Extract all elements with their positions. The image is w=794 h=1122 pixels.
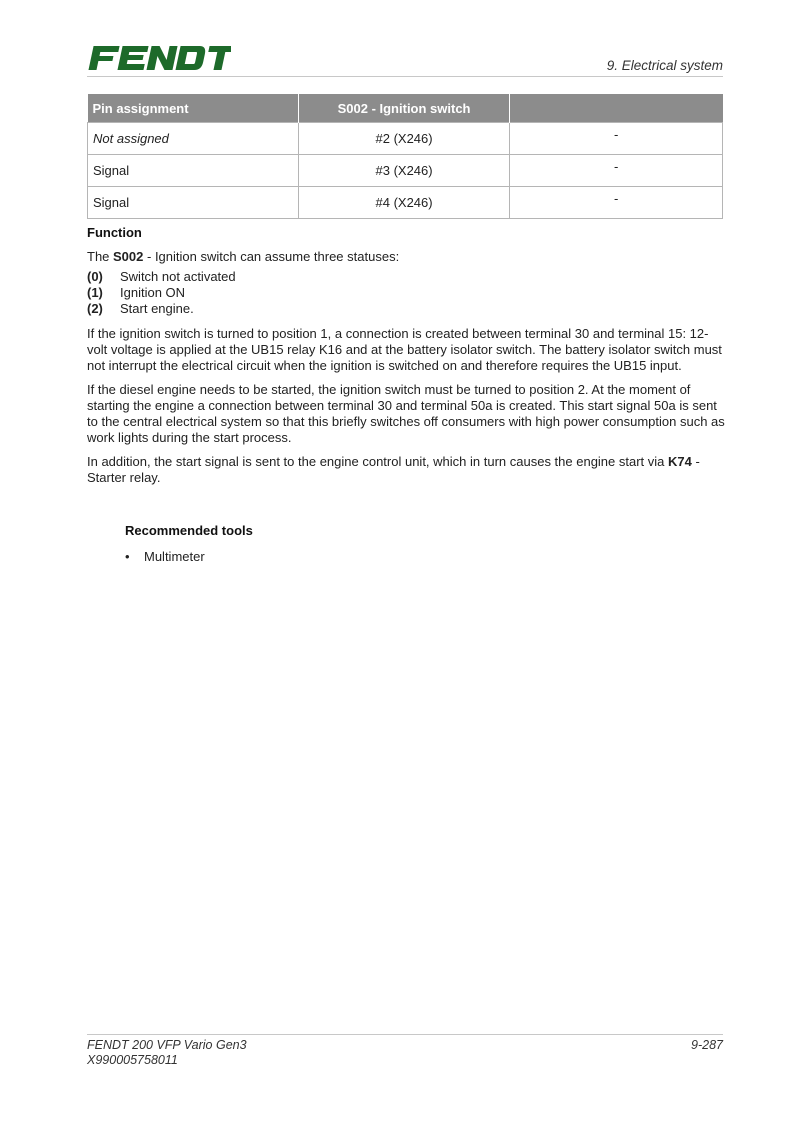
function-heading: Function [87,225,142,240]
column-header-ignition-switch: S002 - Ignition switch [298,94,510,123]
pin-assignment-table [87,94,723,219]
status-number: (0) [87,269,103,284]
status-list [87,269,725,317]
column-header-blank [510,94,723,123]
table-cell: #4 (X246) [298,187,510,219]
intro-component-code: S002 [113,249,144,264]
list-item [87,301,725,317]
paragraph-start-signal [87,454,725,486]
table-header-row [88,94,723,123]
tools-list [125,549,725,565]
footer-divider [87,1034,723,1035]
status-text: Switch not activated [120,269,236,284]
table-cell: Signal [88,187,299,219]
function-section [87,225,725,565]
paragraph-position-1: If the ignition switch is turned to position 1, a connection is created between terminal 30 and terminal 15: 12-volt voltage is applied at the UB15 relay K16 and at the battery isolator switch. The battery isolator switch must not interrupt the electrical circuit when the ignition is switched on and therefore requires the UB15 input. [87,326,722,373]
footer-info [87,1038,247,1068]
paragraph-position-2: If the diesel engine needs to be started, the ignition switch must be turned to position 2. At the moment of starting the engine a connection between terminal 30 and terminal 50a is created. This start signal 50a is sent to the central electrical system so that this briefly switches off consumers with high power consumption such as work lights during the start process. [87,382,725,445]
function-intro [87,249,725,265]
para3-suffix: - Starter relay. [87,454,700,485]
footer-model: FENDT 200 VFP Vario Gen3 [87,1038,247,1052]
list-item [87,285,725,301]
table-cell: #2 (X246) [298,123,510,155]
tool-name: Multimeter [144,549,205,564]
table-row [88,123,723,155]
table-cell: - [510,187,723,219]
intro-prefix: The [87,249,114,264]
para3-component-code: K74 [668,454,692,469]
table-row [88,155,723,187]
list-item [87,269,725,285]
footer-doc-number: X990005758011 [87,1053,178,1067]
para3-prefix: In addition, the start signal is sent to the engine control unit, which in turn causes the engine start via [87,454,669,469]
table-cell: Not assigned [88,123,299,155]
table-cell: Signal [88,155,299,187]
header-divider [87,76,723,77]
table-cell: - [510,123,723,155]
status-text: Ignition ON [120,285,186,300]
list-item [125,549,725,565]
bullet-icon: • [125,549,130,564]
status-number: (1) [87,285,103,300]
table-cell: #3 (X246) [298,155,510,187]
status-text: Start engine. [120,301,194,316]
column-header-pin-assignment: Pin assignment [88,94,299,123]
page-number: 9-287 [691,1038,723,1052]
table-row [88,187,723,219]
table-cell: - [510,155,723,187]
recommended-tools [125,523,725,565]
fendt-logo [86,44,231,72]
intro-suffix: - Ignition switch can assume three statuses: [143,249,400,264]
tools-heading: Recommended tools [125,523,253,538]
status-number: (2) [87,301,103,316]
section-title: 9. Electrical system [606,58,723,73]
